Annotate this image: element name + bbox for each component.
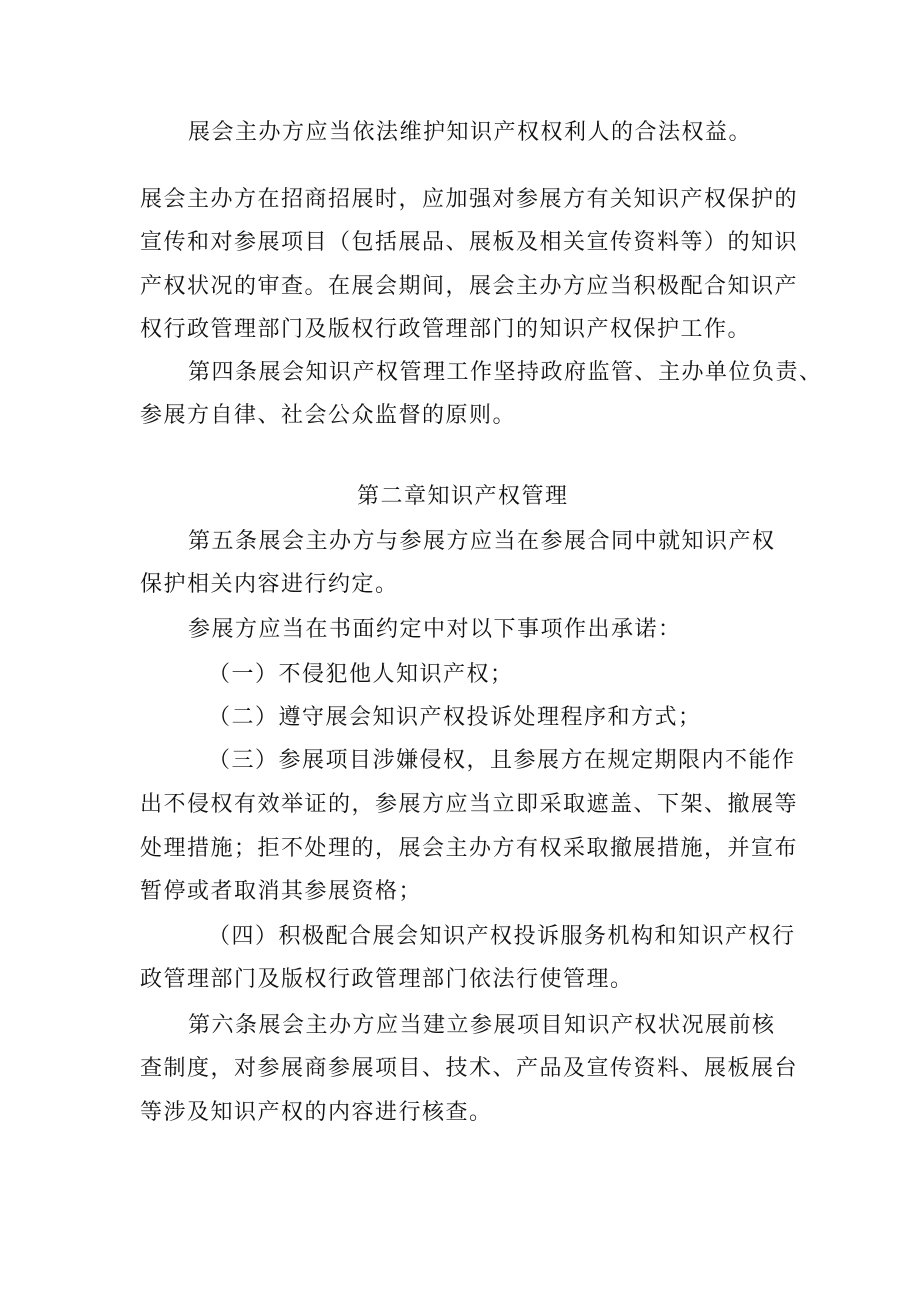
text-line: 政管理部门及版权行政管理部门依法行使管理。: [140, 967, 634, 992]
text-line: 等涉及知识产权的内容进行核查。: [140, 1100, 493, 1125]
text-line: 展会主办方在招商招展时，应加强对参展方有关知识产权保护的: [140, 187, 799, 212]
text-line: 出不侵权有效举证的，参展方应当立即采取遮盖、下架、撤展等: [140, 792, 799, 817]
text-line: 第四条展会知识产权管理工作坚持政府监管、主办单位负责、: [188, 360, 823, 385]
text-line: 查制度，对参展商参展项目、技术、产品及宣传资料、展板展台: [140, 1056, 799, 1081]
text-line: 第五条展会主办方与参展方应当在参展合同中就知识产权: [188, 529, 776, 554]
text-line: （四）积极配合展会知识产权投诉服务机构和知识产权行: [208, 924, 796, 949]
text-line: 产权状况的审查。在展会期间，展会主办方应当积极配合知识产: [140, 274, 799, 299]
chapter-heading: 第二章知识产权管理: [357, 484, 569, 509]
text-line: 暂停或者取消其参展资格；: [140, 879, 423, 904]
text-line: 展会主办方应当依法维护知识产权权利人的合法权益。: [188, 120, 753, 145]
text-line: 参展方自律、社会公众监督的原则。: [140, 403, 517, 428]
text-line: （一）不侵犯他人知识产权；: [208, 662, 514, 687]
text-line: （三）参展项目涉嫌侵权，且参展方在规定期限内不能作: [208, 748, 796, 773]
text-line: 处理措施；拒不处理的，展会主办方有权采取撤展措施，并宣布: [140, 836, 799, 861]
text-line: 权行政管理部门及版权行政管理部门的知识产权保护工作。: [140, 317, 752, 342]
text-line: 参展方应当在书面约定中对以下事项作出承诺：: [188, 617, 682, 642]
text-line: 宣传和对参展项目（包括展品、展板及相关宣传资料等）的知识: [140, 230, 799, 255]
text-line: （二）遵守展会知识产权投诉处理程序和方式；: [208, 705, 702, 730]
text-line: 第六条展会主办方应当建立参展项目知识产权状况展前核: [188, 1013, 776, 1038]
text-line: 保护相关内容进行约定。: [140, 572, 399, 597]
